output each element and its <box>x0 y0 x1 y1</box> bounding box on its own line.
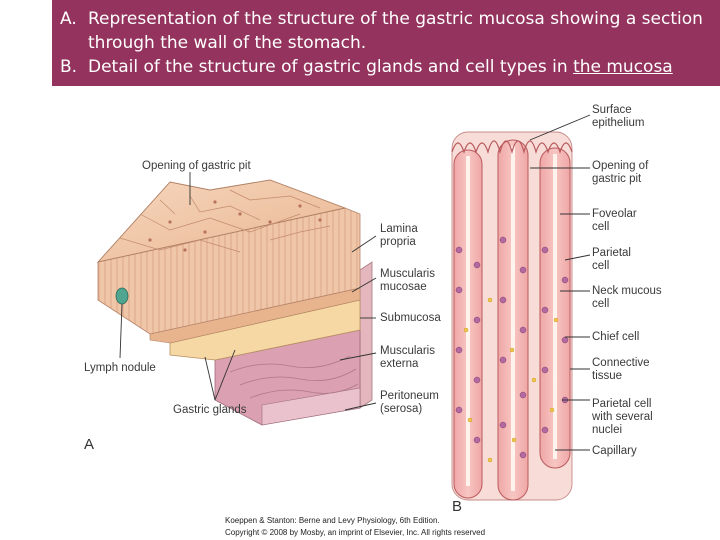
panel-a-letter: A <box>84 436 95 453</box>
label-neck-mucous-cell: Neck mucous cell <box>592 285 662 310</box>
label-opening-gastric-pit-a: Opening of gastric pit <box>142 160 251 172</box>
credit-line-1: Koeppen & Stanton: Berne and Levy Physiology, 6th Edition. <box>225 516 440 525</box>
credit-line-2: Copyright © 2008 by Mosby, an imprint of Elsevier, Inc. All rights reserved <box>225 528 486 537</box>
caption-text-b-underlined: the mucosa <box>573 57 673 77</box>
label-parietal-multi-nuclei: Parietal cell with several nuclei <box>592 398 653 436</box>
caption-text-a2: through the wall of the stomach. <box>88 33 367 53</box>
label-lymph-nodule: Lymph nodule <box>84 362 156 374</box>
caption-marker-a: A. <box>60 9 77 29</box>
label-lamina-propria: Lamina propria <box>380 223 418 248</box>
label-connective-tissue: Connective tissue <box>592 357 650 382</box>
label-chief-cell: Chief cell <box>592 331 640 343</box>
gastric-gland-column <box>452 132 572 500</box>
label-muscularis-externa: Muscularis externa <box>380 345 435 370</box>
panel-b-letter: B <box>452 498 463 515</box>
label-submucosa: Submucosa <box>380 312 441 324</box>
label-opening-gastric-pit-b: Opening of gastric pit <box>592 160 649 185</box>
label-peritoneum: Peritoneum (serosa) <box>380 390 439 415</box>
label-muscularis-mucosae: Muscularis mucosae <box>380 268 435 293</box>
label-capillary: Capillary <box>592 445 637 457</box>
label-foveolar-cell: Foveolar cell <box>592 208 637 233</box>
caption-marker-b: B. <box>60 57 78 77</box>
caption-text-a1: Representation of the structure of the gastric mucosa showing a section <box>88 9 703 29</box>
label-parietal-cell: Parietal cell <box>592 247 631 272</box>
lymph-nodule-mark <box>116 288 128 304</box>
label-surface-epithelium: Surface epithelium <box>592 104 645 129</box>
caption-text-b: Detail of the structure of gastric glands and cell types in <box>88 57 574 77</box>
stomach-wall-block <box>98 180 372 425</box>
label-gastric-glands: Gastric glands <box>173 404 247 416</box>
